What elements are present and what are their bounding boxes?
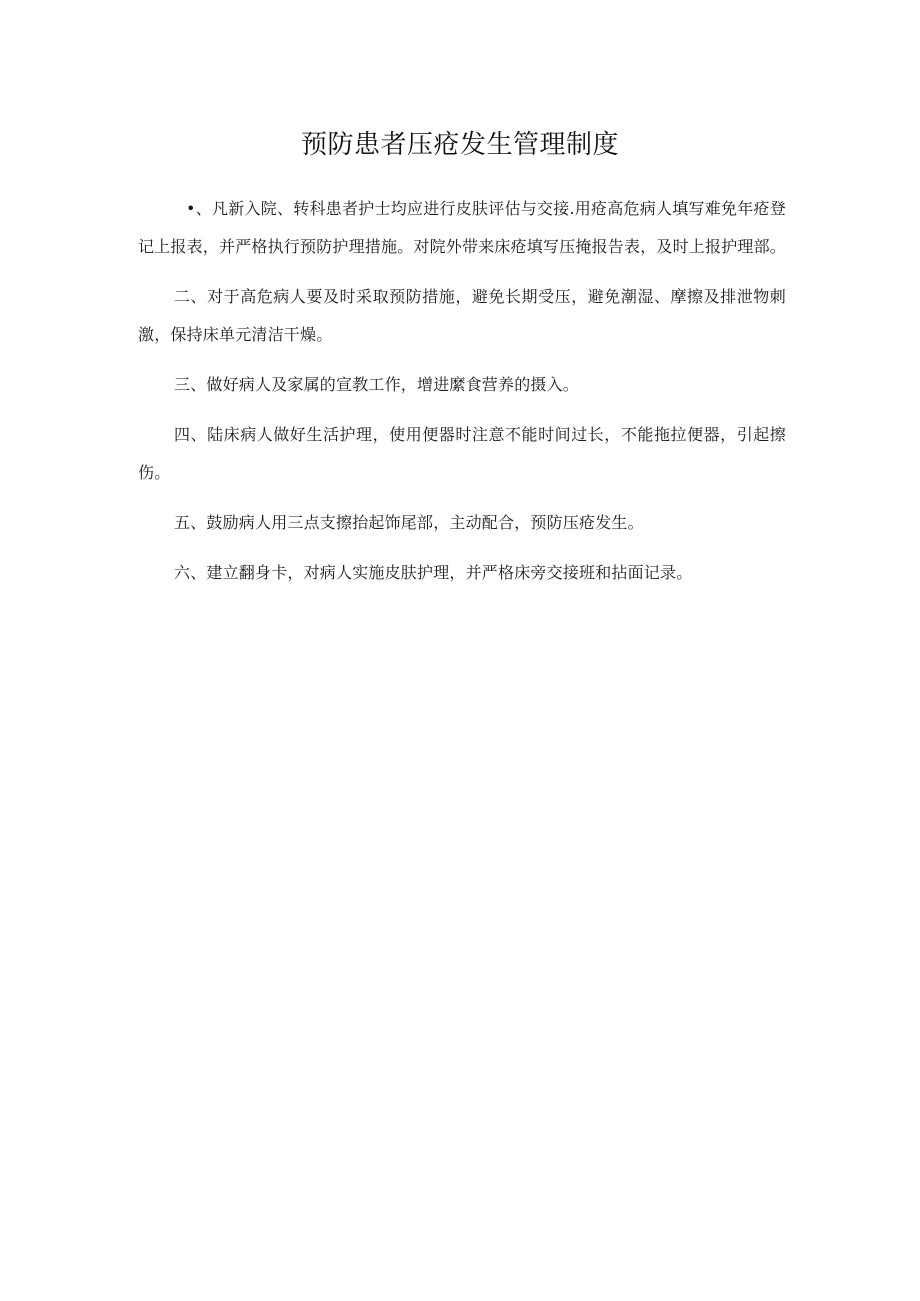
- document-title: 预防患者压疮发生管理制度: [300, 130, 619, 160]
- paragraph-5: 五、鼓励病人用三点支擦抬起饰尾部，主动配合，预防压疮发生。: [174, 513, 644, 532]
- paragraph-2: 二、对于高危病人要及时采取预防措施，避免长期受压，避免潮湿、摩擦及排泄物刺激，保持床单元清洁干燥。: [138, 287, 786, 344]
- document-body: [138, 190, 786, 604]
- paragraph-6: 六、建立翻身卡，对病人实施皮肤护理，并严格床旁交接班和拈面记录。: [174, 563, 693, 582]
- paragraph-3: 三、做好病人及家属的宣教工作，增进縻食营养的摄入。: [174, 375, 580, 394]
- paragraph-4: 四、陆床病人做好生活护理，使用便器时注意不能时间过长，不能拖拉便器，引起擦伤。: [138, 425, 786, 482]
- paragraph-1: •、凡新入院、转科患者护士均应进行皮肤评估与交接.用疮高危病人填写难免年疮登记上报表，并严格执行预防护理措施。对院外带来床疮填写压掩报告表，及时上报护理部。: [138, 199, 787, 256]
